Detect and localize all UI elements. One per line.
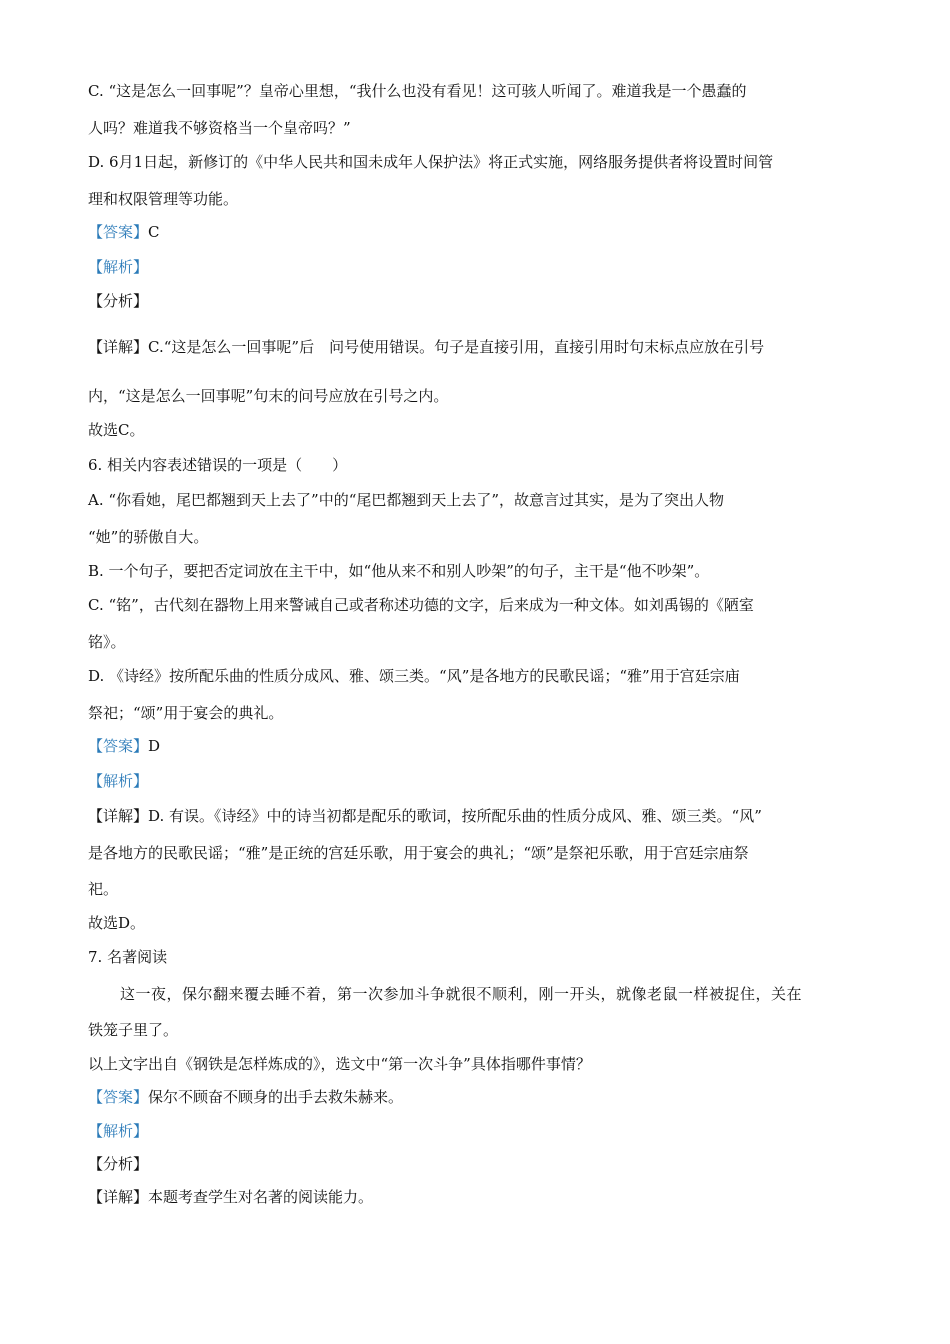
q7-passage-line2: 铁笼子里了。 <box>88 1021 179 1039</box>
q6-option-d-line1: D. 《诗经》按所配乐曲的性质分成风、雅、颂三类。“风”是各地方的民歌民谣；“雅”用于宫廷宗庙 <box>88 667 740 685</box>
q5-option-c-line1: C. “这是怎么一回事呢”？皇帝心里想，“我什么也没有看见！这可骇人听闻了。难道我是一个愚蠢的 <box>88 82 747 100</box>
q7-fenxi-tag: 【分析】 <box>88 1155 149 1173</box>
q6-option-a-line2: “她”的骄傲自大。 <box>88 528 209 546</box>
q5-detail-line1 <box>88 337 764 357</box>
answer-tag: 【答案】 <box>88 1088 149 1106</box>
analysis-tag: 【解析】 <box>88 1122 149 1140</box>
q6-detail-line2: 是各地方的民歌民谣；“雅”是正统的宫廷乐歌，用于宴会的典礼；“颂”是祭祀乐歌，用于宫廷宗庙祭 <box>88 844 749 862</box>
answer-value: D <box>148 737 161 755</box>
answer-value: C <box>148 223 160 241</box>
q6-answer <box>88 736 160 756</box>
q7-passage-line1: 这一夜，保尔翻来覆去睡不着，第一次参加斗争就很不顺利，刚一开头，就像老鼠一样被捉住，关在 <box>120 985 803 1003</box>
q5-analysis-tag <box>88 257 148 277</box>
q6-option-a-line1: A. “你看她，尾巴都翘到天上去了”中的“尾巴都翘到天上去了”，故意言过其实，是为了突出人物 <box>88 491 725 509</box>
q5-fenxi-tag: 【分析】 <box>88 292 149 310</box>
q6-detail-line1 <box>88 806 762 826</box>
analysis-tag: 【解析】 <box>88 258 149 276</box>
q6-conclusion: 故选D。 <box>88 914 146 932</box>
q6-option-d-line2: 祭祀；“颂”用于宴会的典礼。 <box>88 704 284 722</box>
detail-text: 本题考查学生对名著的阅读能力。 <box>148 1188 374 1206</box>
q6-analysis-tag <box>88 771 148 791</box>
q6-detail-line3: 祀。 <box>88 880 119 898</box>
q5-option-c-line2: 人吗？难道我不够资格当一个皇帝吗？” <box>88 119 351 137</box>
detail-tag: 【详解】 <box>88 807 149 825</box>
q5-answer <box>88 222 160 242</box>
q6-title: 6. 相关内容表述错误的一项是（ ） <box>88 456 348 474</box>
q7-detail <box>88 1187 373 1207</box>
q5-conclusion: 故选C。 <box>88 421 145 439</box>
answer-text: 保尔不顾奋不顾身的出手去救朱赫来。 <box>148 1088 404 1106</box>
q7-analysis-tag <box>88 1121 148 1141</box>
detail-text: D. 有误。《诗经》中的诗当初都是配乐的歌词，按所配乐曲的性质分成风、雅、颂三类。“风” <box>148 807 762 825</box>
q7-answer <box>88 1087 403 1107</box>
q6-option-b: B. 一个句子，要把否定词放在主干中，如“他从来不和别人吵架”的句子，主干是“他不吵架”。 <box>88 562 710 580</box>
detail-tag: 【详解】 <box>88 1188 149 1206</box>
detail-tag: 【详解】 <box>88 338 149 356</box>
analysis-tag: 【解析】 <box>88 772 149 790</box>
q7-question: 以上文字出自《钢铁是怎样炼成的》，选文中“第一次斗争”具体指哪件事情？ <box>88 1055 591 1073</box>
detail-text: C.“这是怎么一回事呢”后 问号使用错误。句子是直接引用，直接引用时句末标点应放在引号 <box>148 338 765 356</box>
q6-option-c-line2: 铭》。 <box>88 633 126 651</box>
q6-option-c-line1: C. “铭”，古代刻在器物上用来警诫自己或者称述功德的文字，后来成为一种文体。如刘禹锡的《陋室 <box>88 596 754 614</box>
q5-option-d-line2: 理和权限管理等功能。 <box>88 190 239 208</box>
q5-option-d-line1: D. 6月1日起，新修订的《中华人民共和国未成年人保护法》将正式实施，网络服务提供者将设置时间管 <box>88 153 774 171</box>
answer-tag: 【答案】 <box>88 223 149 241</box>
q7-title: 7. 名著阅读 <box>88 948 168 966</box>
q5-detail-line2: 内，“这是怎么一回事呢”句末的问号应放在引号之内。 <box>88 387 449 405</box>
answer-tag: 【答案】 <box>88 737 149 755</box>
